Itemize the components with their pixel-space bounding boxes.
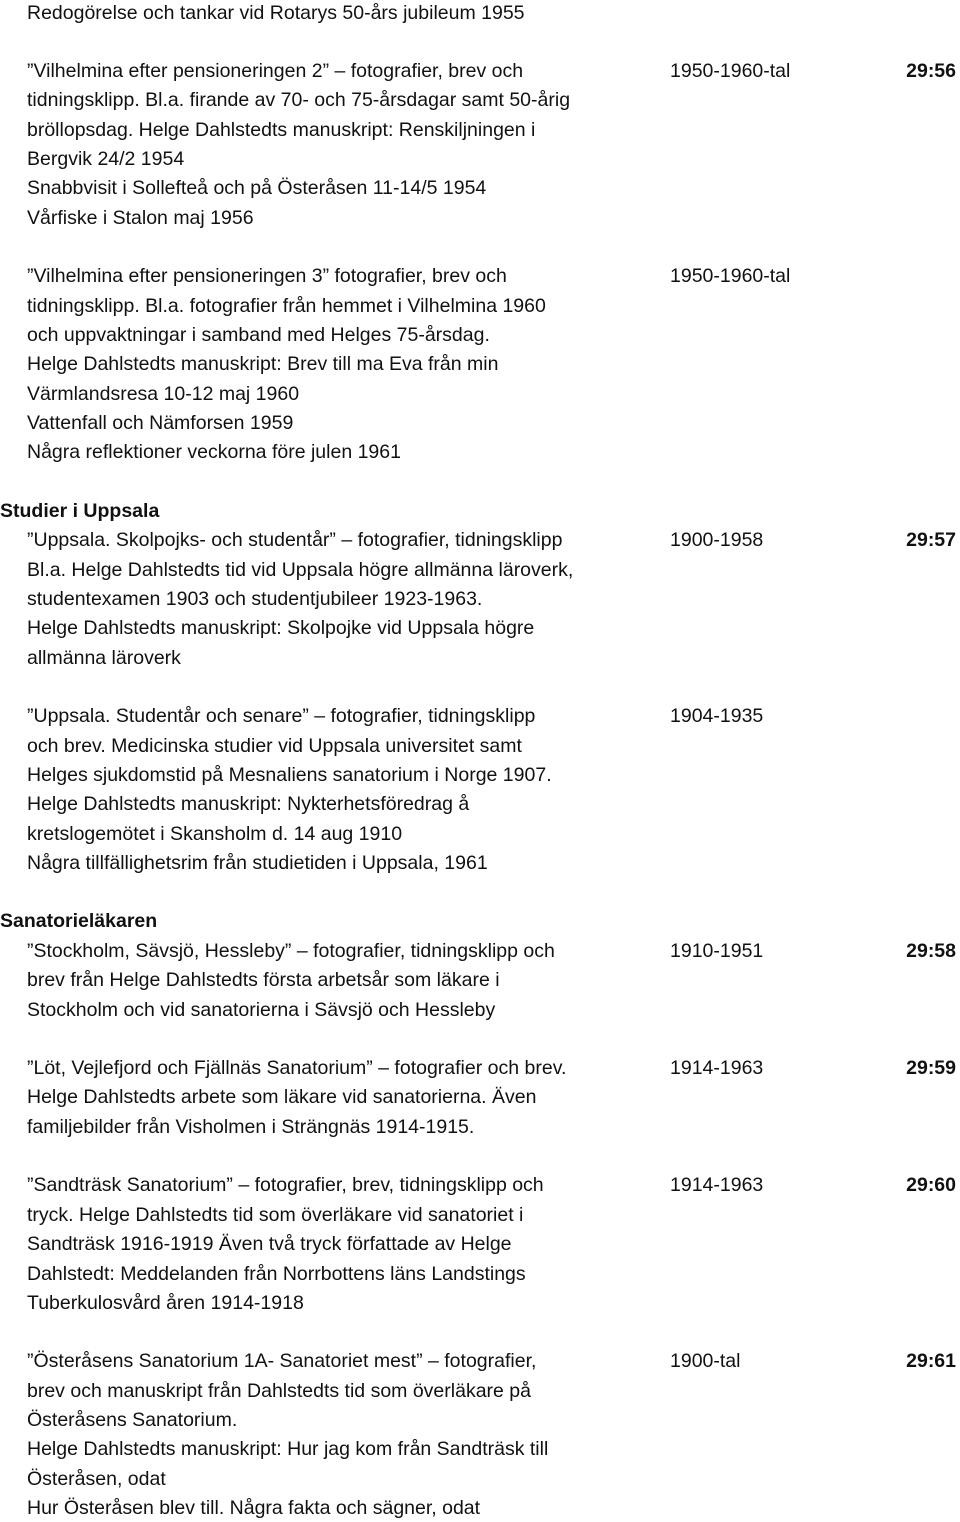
entry-description-line: Tuberkulosvård åren 1914-1918 [27,1292,304,1314]
section-heading: Sanatorieläkaren [0,910,158,932]
entry-period: 1950-1960-tal [670,60,791,82]
entry-code: 29:58 [906,940,956,962]
entry-description-line: brev och manuskript från Dahlstedts tid som överläkare på [27,1380,531,1402]
entry-description-line: Hur Österåsen blev till. Några fakta och sägner, odat [27,1497,481,1519]
entry-period: 1900-1958 [670,529,764,551]
entry-code: 29:57 [906,529,956,551]
entry-description-line: Österåsen, odat [27,1468,166,1490]
entry-description-line: Vårfiske i Stalon maj 1956 [27,207,254,229]
entry-period: 1900-tal [670,1350,741,1372]
entry-description-line: Helge Dahlstedts manuskript: Hur jag kom från Sandträsk till [27,1438,549,1460]
entry-description-line: Österåsens Sanatorium. [27,1409,238,1431]
entry-description-line: och uppvaktningar i samband med Helges 75-årsdag. [27,324,490,346]
entry-description-line: allmänna läroverk [27,647,181,669]
entry-description-line: tidningsklipp. Bl.a. firande av 70- och 75-årsdagar samt 50-årig [27,89,571,111]
entry-description-line: Några tillfällighetsrim från studietiden i Uppsala, 1961 [27,852,488,874]
entry-description-line: brev från Helge Dahlstedts första arbetsår som läkare i [27,969,500,991]
entry-description-line: Snabbvisit i Sollefteå och på Österåsen 11-14/5 1954 [27,177,487,199]
entry-description-line: Några reflektioner veckorna före julen 1961 [27,441,401,463]
entry-description-line: och brev. Medicinska studier vid Uppsala universitet samt [27,735,522,757]
entry-description-line: Helges sjukdomstid på Mesnaliens sanatorium i Norge 1907. [27,764,552,786]
entry-description-line: ”Löt, Vejlefjord och Fjällnäs Sanatorium” – fotografier och brev. [27,1057,567,1079]
entry-description-line: Vattenfall och Nämforsen 1959 [27,412,294,434]
entry-description-line: Helge Dahlstedts manuskript: Brev till ma Eva från min [27,353,499,375]
entry-description-line: ”Vilhelmina efter pensioneringen 2” – fotografier, brev och [27,60,524,82]
entry-description-line: ”Sandträsk Sanatorium” – fotografier, brev, tidningsklipp och [27,1174,544,1196]
entry-period: 1950-1960-tal [670,265,791,287]
entry-description-line: ”Vilhelmina efter pensioneringen 3” fotografier, brev och [27,265,507,287]
entry-description-line: Helge Dahlstedts manuskript: Skolpojke vid Uppsala högre [27,617,535,639]
entry-description-line: tryck. Helge Dahlstedts tid som överläkare vid sanatoriet i [27,1204,524,1226]
entry-description-line: tidningsklipp. Bl.a. fotografier från hemmet i Vilhelmina 1960 [27,295,546,317]
entry-description-line: Dahlstedt: Meddelanden från Norrbottens läns Landstings [27,1263,526,1285]
entry-description-line: Bl.a. Helge Dahlstedts tid vid Uppsala högre allmänna läroverk, [27,559,574,581]
entry-period: 1904-1935 [670,705,764,727]
entry-code: 29:60 [906,1174,956,1196]
entry-description-line: bröllopsdag. Helge Dahlstedts manuskript: Renskiljningen i [27,119,536,141]
entry-period: 1914-1963 [670,1057,764,1079]
entry-description-line: studentexamen 1903 och studentjubileer 1923-1963. [27,588,483,610]
entry-description-line: kretslogemötet i Skansholm d. 14 aug 1910 [27,823,403,845]
section-heading: Studier i Uppsala [0,500,160,522]
entry-description-line: ”Uppsala. Skolpojks- och studentår” – fotografier, tidningsklipp [27,529,563,551]
entry-description-line: Helge Dahlstedts arbete som läkare vid sanatorierna. Även [27,1086,537,1108]
entry-description-line: Stockholm och vid sanatorierna i Sävsjö och Hessleby [27,999,496,1021]
entry-code: 29:56 [906,60,956,82]
entry-code: 29:59 [906,1057,956,1079]
entry-description-line: Värmlandsresa 10-12 maj 1960 [27,383,300,405]
top-line: Redogörelse och tankar vid Rotarys 50-års jubileum 1955 [27,2,525,24]
entry-description-line: Helge Dahlstedts manuskript: Nykterhetsföredrag å [27,793,470,815]
entry-period: 1914-1963 [670,1174,764,1196]
entry-description-line: ”Uppsala. Studentår och senare” – fotografier, tidningsklipp [27,705,536,727]
entry-description-line: familjebilder från Visholmen i Strängnäs 1914-1915. [27,1116,475,1138]
entry-period: 1910-1951 [670,940,764,962]
entry-description-line: ”Österåsens Sanatorium 1A- Sanatoriet mest” – fotografier, [27,1350,537,1372]
entry-code: 29:61 [906,1350,956,1372]
entry-description-line: Bergvik 24/2 1954 [27,148,185,170]
entry-description-line: ”Stockholm, Sävsjö, Hessleby” – fotografier, tidningsklipp och [27,940,555,962]
entry-description-line: Sandträsk 1916-1919 Även två tryck författade av Helge [27,1233,512,1255]
